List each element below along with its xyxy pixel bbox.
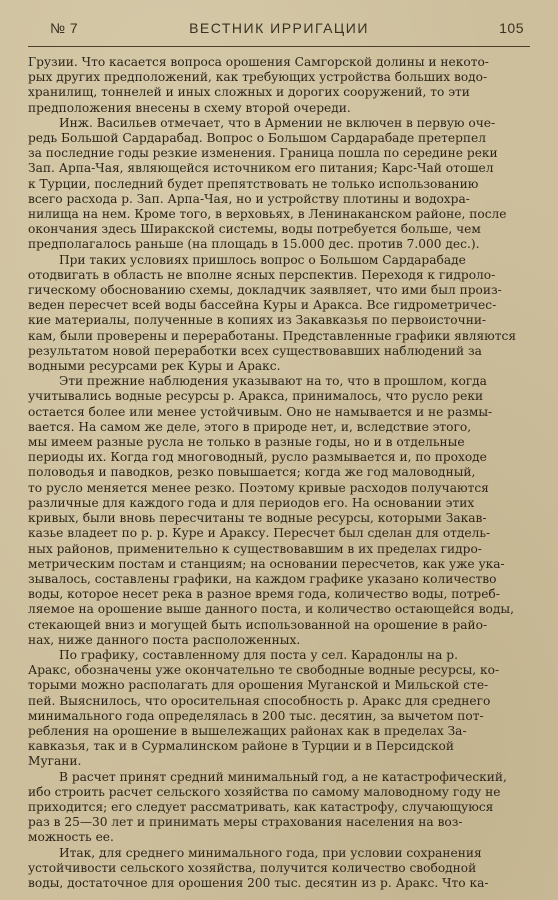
text-line: результатом новой переработки всех существовавших наблюдений за	[28, 343, 482, 358]
text-line: казье владеет по р. р. Куре и Араксу. Пересчет был сделан для отдель-	[28, 526, 491, 541]
text-line: торыми можно располагать для орошения Муганской и Мильской сте-	[28, 678, 489, 693]
text-line: половодья и паводков, резко повышается; когда же год маловодный,	[28, 465, 476, 480]
text-line: нилища на нем. Кроме того, в верховьях, в Ленинаканском районе, после	[28, 207, 507, 222]
issue-number: № 7	[50, 20, 79, 36]
text-line: зывалось, составлены графики, на каждом графике указано количество	[28, 571, 497, 586]
text-line: редь Большой Сардарабад. Вопрос о Большом Сардарабаде претерпел	[28, 131, 487, 146]
text-line: Мугани.	[28, 754, 82, 769]
text-line: окончания здесь Ширакской системы, воды потребуется больше, чем	[28, 222, 481, 237]
text-line: кавказья, так и в Сурмалинском районе в Турции и в Персидской	[28, 739, 455, 754]
text-line: приходится; его следует рассматривать, как катастрофу, случающуюся	[28, 799, 494, 814]
text-line: В расчет принят средний минимальный год, а не катастрофический,	[28, 769, 507, 784]
header-rule	[28, 46, 530, 47]
text-line: воды, которое несет река в разное время года, количество воды, потреб-	[28, 587, 500, 602]
text-line: остается более или менее устойчивым. Оно не намывается и не размы-	[28, 404, 493, 419]
page-number: 105	[499, 20, 524, 36]
text-line: предположения внесены в схему второй очереди.	[28, 100, 351, 115]
text-line: кам, были проверены и переработаны. Представленные графики являются	[28, 328, 517, 343]
running-head	[28, 14, 530, 38]
journal-title: ВЕСТНИК ИРРИГАЦИИ	[189, 20, 369, 36]
text-line: предполагалось раньше (на площадь в 15.000 дес. против 7.000 дес.).	[28, 237, 480, 252]
text-line: устойчивости сельского хозяйства, получится количество свободной	[28, 860, 477, 875]
text-line: Эти прежние наблюдения указывают на то, что в прошлом, когда	[28, 374, 487, 389]
text-line: то русло меняется менее резко. Поэтому кривые расходов получаются	[28, 480, 489, 495]
text-line: ляемое на орошение выше данного поста, и количество остающейся воды,	[28, 602, 514, 617]
text-line: периоды их. Когда год многоводный, русло размывается и, по проходе	[28, 450, 487, 465]
text-line: стекающей вниз и могущей быть использованной на орошение в райо-	[28, 617, 488, 632]
text-line: При таких условиях пришлось вопрос о Большом Сардарабаде	[28, 252, 466, 267]
text-line: Аракс, обозначены уже окончательно те свободные водные ресурсы, ко-	[28, 663, 500, 678]
text-line: отодвигать в область не вполне ясных перспектив. Переходя к гидроло-	[28, 267, 496, 282]
text-line: пей. Выяснилось, что оросительная способность р. Аракс для среднего	[28, 693, 491, 708]
text-line: минимального года определялась в 200 тыс. десятин, за вычетом пот-	[28, 708, 484, 723]
text-line: всего расхода р. Зап. Арпа-Чая, но и устройству плотины и водохра-	[28, 191, 470, 206]
text-line: нах, ниже данного поста расположенных.	[28, 632, 301, 647]
text-line: Итак, для среднего минимального года, при условии сохранения	[28, 845, 482, 860]
text-line: веден пересчет всей воды бассейна Куры и Аракса. Все гидрометричес-	[28, 298, 497, 313]
text-line: Грузии. Что касается вопроса орошения Самгорской долины и некото-	[28, 55, 489, 69]
article-body	[28, 55, 530, 891]
text-line: По графику, составленному для поста у сел. Карадонлы на р.	[28, 647, 458, 662]
text-line: учитывались водные ресурсы р. Аракса, принималось, что русло реки	[28, 389, 484, 404]
text-line: кие материалы, полученные в копиях из Закавказья по первоисточни-	[28, 313, 487, 328]
text-line: можность ее.	[28, 830, 114, 845]
text-line: хранилищ, тоннелей и иных сложных и дорогих сооружений, то эти	[28, 85, 470, 100]
text-line: за последние годы резкие изменения. Граница пошла по середине реки	[28, 146, 498, 161]
text-line: Зап. Арпа-Чая, являющейся источником его питания; Карс-Чай отошел	[28, 161, 494, 176]
text-line: кривых, были вновь пересчитаны те водные ресурсы, которыми Закав-	[28, 511, 487, 526]
text-line: мы имеем разные русла не только в разные годы, но и в отдельные	[28, 435, 465, 450]
text-line: воды, достаточное для орошения 200 тыс. десятин из р. Аракс. Что ка-	[28, 875, 489, 890]
text-line: метрическим постам и станциям; на основании пересчетов, как уже ука-	[28, 556, 505, 571]
text-line: водными ресурсами рек Куры и Аракс.	[28, 359, 281, 374]
text-line: ных районов, применительно к существовавшим в их пределах гидро-	[28, 541, 482, 556]
text-line: к Турции, последний будет препятствовать не только использованию	[28, 176, 479, 191]
text-line: различные для каждого года и для периодов его. На основании этих	[28, 495, 475, 510]
text-line: раз в 25—30 лет и принимать меры страхования населения на воз-	[28, 815, 463, 830]
text-line: Инж. Васильев отмечает, что в Армении не включен в первую оче-	[28, 115, 496, 130]
text-line: рых других предположений, как требующих устройства больших водо-	[28, 70, 488, 85]
text-line: вается. На самом же деле, этого в природе нет, и, вследствие этого,	[28, 419, 472, 434]
text-line: гическому обоснованию схемы, докладчик заявляет, что ими был произ-	[28, 283, 502, 298]
text-line: ибо строить расчет сельского хозяйства по самому маловодному году не	[28, 784, 501, 799]
text-line: ребления на орошение в вышележащих районах как в пределах За-	[28, 723, 467, 738]
